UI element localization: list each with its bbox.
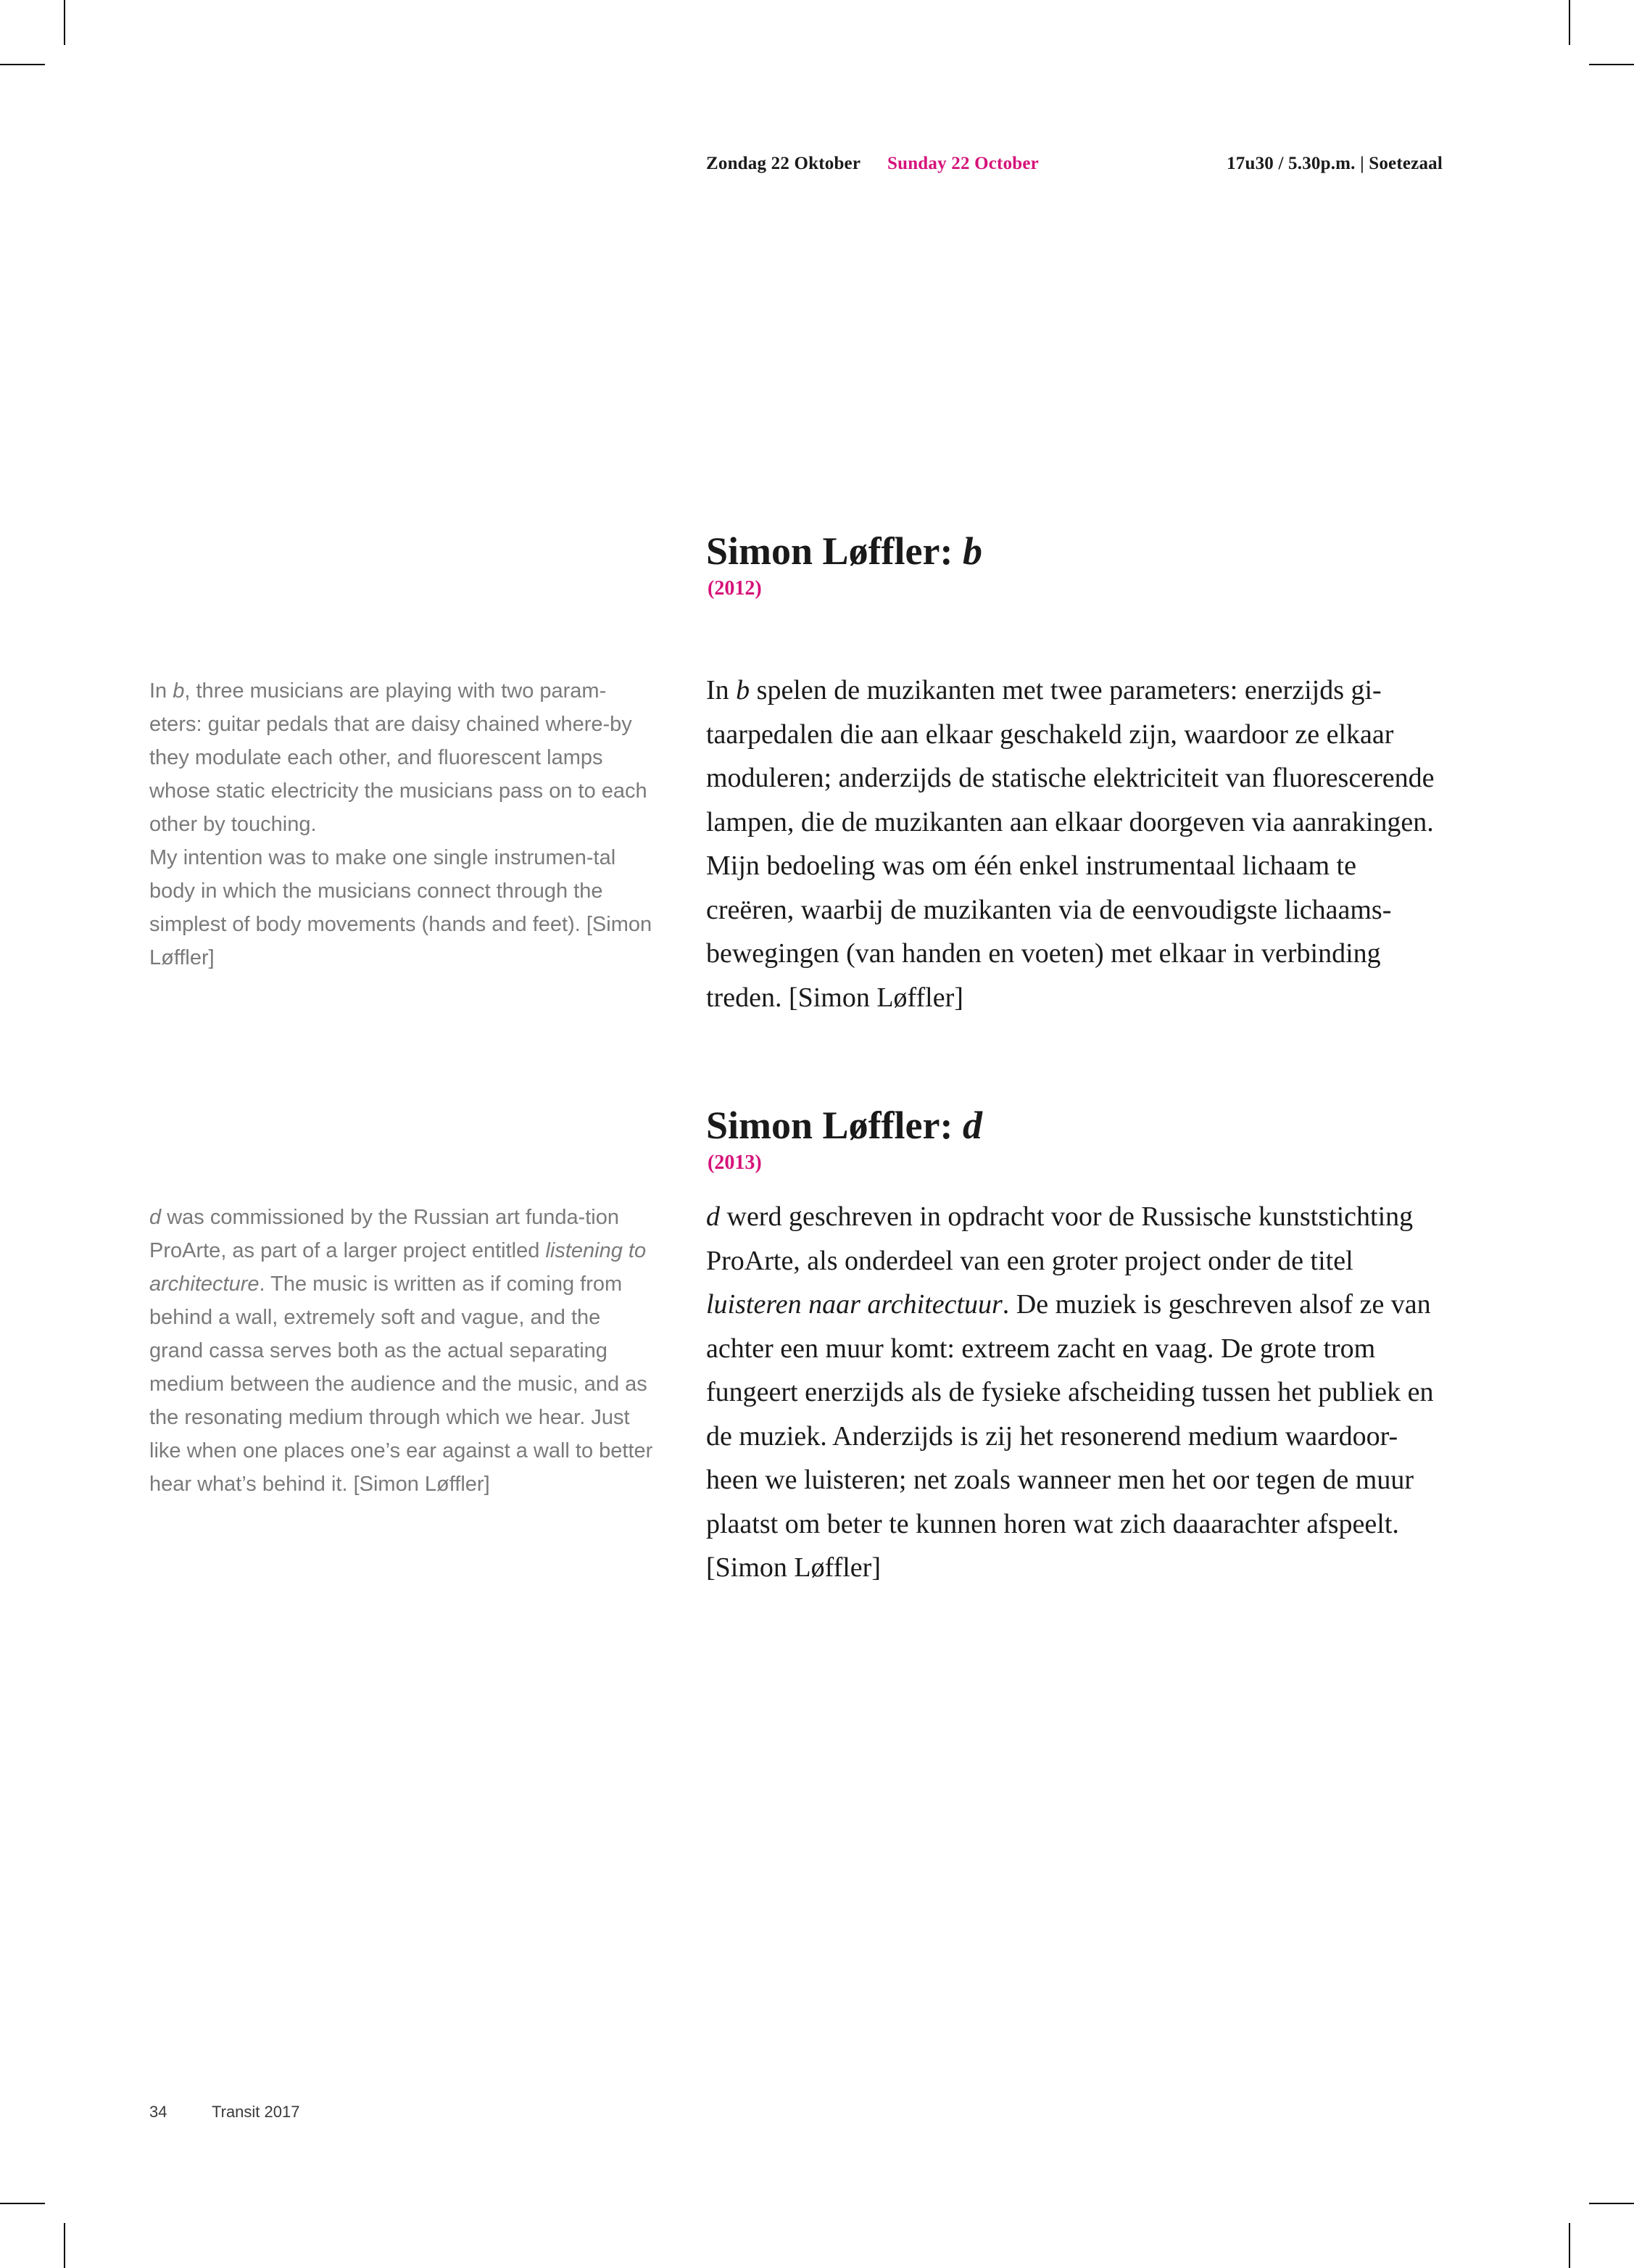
time-venue: 17u30 / 5.30p.m. | Soetezaal <box>1227 154 1443 173</box>
running-header <box>706 154 1443 183</box>
crop-mark-top-left-h <box>0 64 45 65</box>
crop-mark-top-right-v <box>1569 0 1570 45</box>
crop-mark-top-right-h <box>1589 64 1634 65</box>
crop-mark-bottom-right-v <box>1569 2223 1570 2268</box>
dutch-description-b <box>706 669 1446 1019</box>
publication-name: Transit 2017 <box>212 2103 300 2121</box>
piece-year-b: (2012) <box>708 577 762 600</box>
dutch-description-d <box>706 1195 1446 1590</box>
piece-title-d: Simon Løffler: d <box>706 1104 982 1147</box>
crop-mark-bottom-right-h <box>1589 2203 1634 2204</box>
crop-mark-bottom-left-h <box>0 2203 45 2204</box>
english-paragraph: d was commissioned by the Russian art funda-tion ProArte, as part of a larger project entitled listening to architecture. The music is written as if coming from behind a wall, extremely soft and vague, and the grand cassa serves both as the actual separating medium between the audience and the music, and as the resonating medium through which we hear. Just like when one places one’s ear against a wall to better hear what’s behind it. [Simon Løffler] <box>149 1206 653 1496</box>
english-description-b <box>149 674 654 974</box>
english-description-d <box>149 1201 654 1501</box>
dutch-paragraph: In b spelen de muzikanten met twee parameters: enerzijds gi-taarpedalen die aan elkaar geschakeld zijn, waardoor ze elkaar moduleren; anderzijds de statische elektriciteit van fluorescerende lampen, die de muzikanten aan elkaar doorgeven via aanrakingen. Mijn bedoeling was om één enkel instrumentaal lichaam te creëren, waarbij de muzikanten via de eenvoudigste lichaams-bewegingen (van handen en voeten) met elkaar in verbinding treden. [Simon Løffler] <box>706 675 1435 1013</box>
english-paragraph: My intention was to make one single instrumen-tal body in which the musicians connect through the simplest of body movements (hands and feet). [Simon Løffler] <box>149 846 652 969</box>
crop-mark-bottom-left-v <box>64 2223 65 2268</box>
page-number: 34 <box>149 2103 167 2121</box>
crop-mark-top-left-v <box>64 0 65 45</box>
piece-title-b: Simon Løffler: b <box>706 529 982 573</box>
piece-year-d: (2013) <box>708 1151 762 1174</box>
date-english: Sunday 22 October <box>887 154 1039 173</box>
date-dutch: Zondag 22 Oktober <box>706 154 861 173</box>
english-paragraph: In b, three musicians are playing with two param-eters: guitar pedals that are daisy chained where-by they modulate each other, and fluorescent lamps whose static electricity the musicians pass on to each other by touching. <box>149 679 647 836</box>
dutch-paragraph: d werd geschreven in opdracht voor de Russische kunststichting ProArte, als onderdeel van een groter project onder de titel luisteren naar architectuur. De muziek is geschreven alsof ze van achter een muur komt: extreem zacht en vaag. De grote trom fungeert enerzijds als de fysieke afscheiding tussen het publiek en de muziek. Anderzijds is zij het resonerend medium waardoor-heen we luisteren; net zoals wanneer men het oor tegen de muur plaatst om beter te kunnen horen wat zich daaarachter afspeelt. [Simon Løffler] <box>706 1201 1434 1583</box>
